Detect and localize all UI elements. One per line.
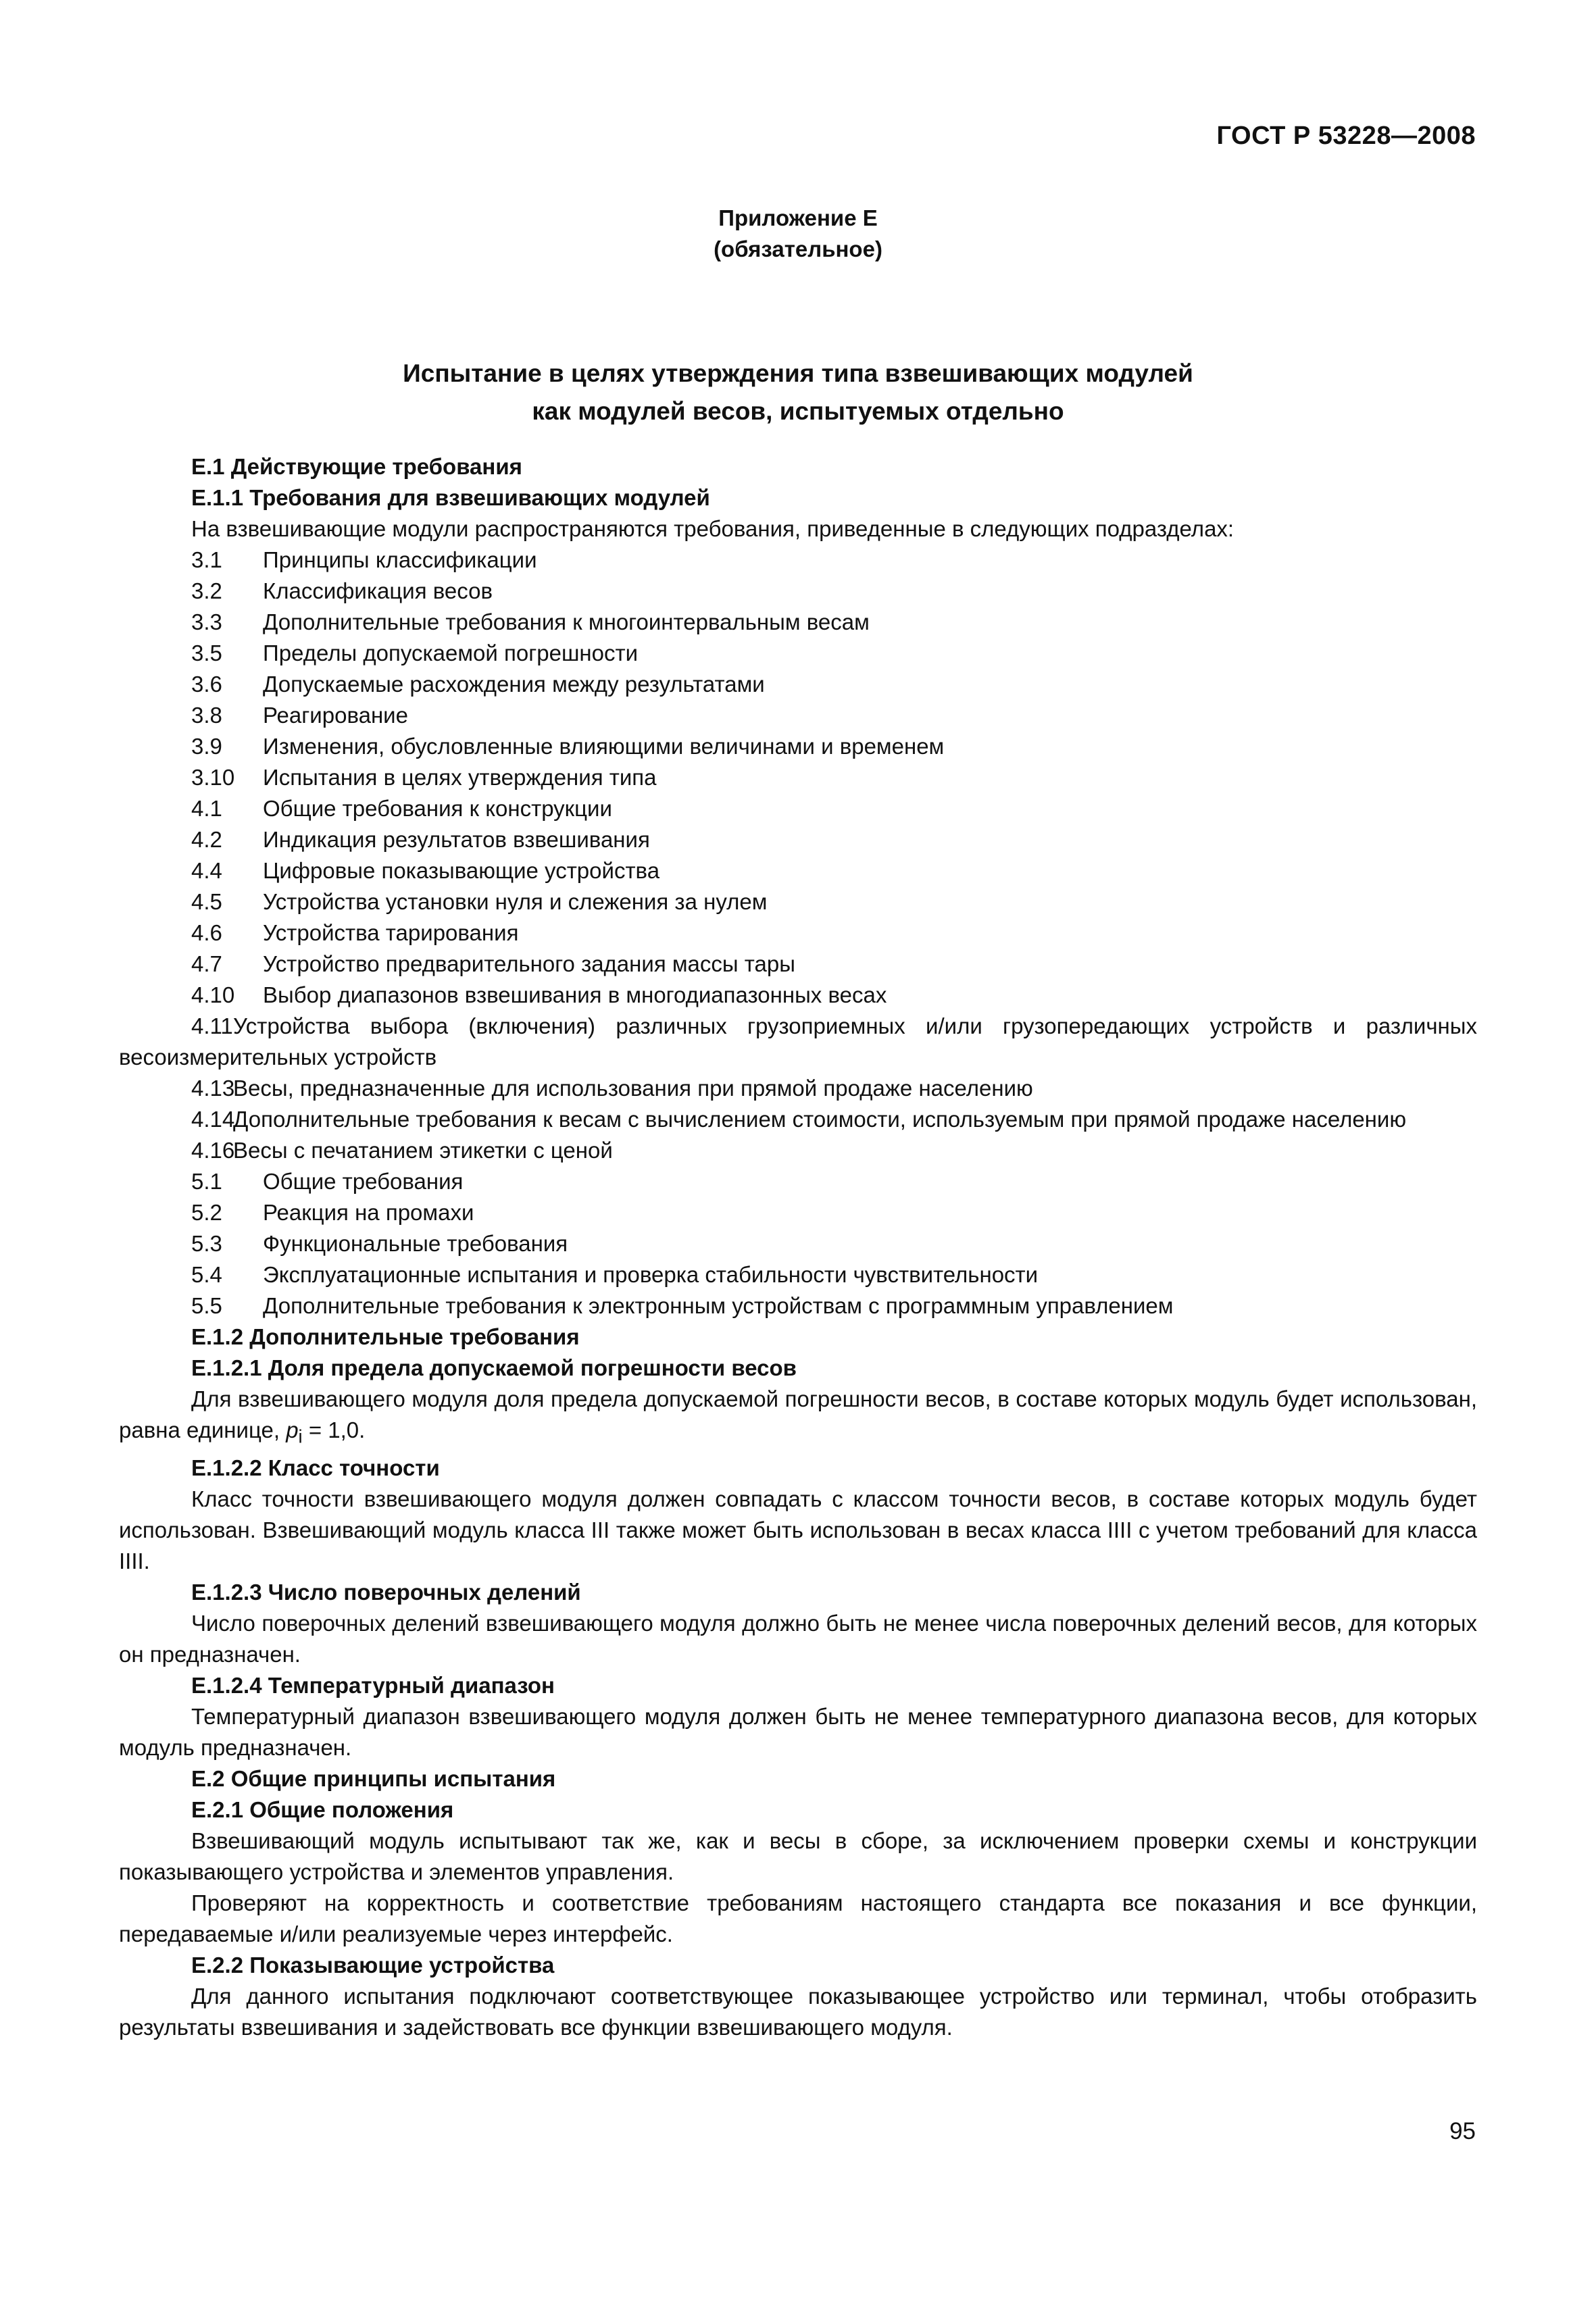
annex-title-line-1: Испытание в целях утверждения типа взвешивающих модулей [403,359,1193,387]
section-heading-e2-1: Е.2.1 Общие положения [191,1796,454,1822]
section-heading-e1-1: Е.1.1 Требования для взвешивающих модулей [191,485,710,510]
section-e1-1-intro: На взвешивающие модули распространяются требования, приведенные в следующих подразделах: [191,516,1235,541]
list-item-number: 4.14 [191,1107,235,1132]
list-item-number: 4.7 [191,951,222,976]
section-e2-1-paragraph-1: Взвешивающий модуль испытывают так же, как и весы в сборе, за исключением проверки схемы и конструкции показывающего устройства и элементов управления. [119,1828,1477,1884]
list-item-text: Весы с печатанием этикетки с ценой [233,1138,613,1163]
list-item-number: 3.3 [191,609,222,634]
page-number: 95 [1449,2118,1476,2144]
list-item-text: Изменения, обусловленные влияющими величинами и временем [263,734,945,759]
annex-title [0,355,1596,430]
list-item-number: 3.5 [191,640,222,665]
list-item-text: Выбор диапазонов взвешивания в многодиапазонных весах [263,982,887,1007]
list-item-text: Индикация результатов взвешивания [263,827,650,852]
list-item-text: Устройства выбора (включения) различных грузоприемных и/или грузопередающих устройств и различных весоизмерительных устройств [119,1013,1477,1070]
list-item [119,731,1477,762]
list-item [119,669,1477,700]
list-item-number: 4.4 [191,858,222,883]
document-code: ГОСТ Р 53228—2008 [1216,122,1476,150]
list-item-number: 4.13 [191,1076,235,1101]
list-item-text: Классификация весов [263,578,493,603]
list-item-text: Испытания в целях утверждения типа [263,765,657,790]
list-item-text: Эксплуатационные испытания и проверка стабильности чувствительности [263,1262,1039,1287]
list-item-number: 5.4 [191,1262,222,1287]
list-item [119,576,1477,607]
section-heading-e1-2-4: Е.1.2.4 Температурный диапазон [191,1672,555,1698]
list-item-number: 3.10 [191,765,235,790]
list-item-text: Функциональные требования [263,1231,568,1256]
list-item [119,762,1477,793]
section-e1-2-1-text-after: = 1,0. [302,1417,366,1442]
list-item-number: 5.3 [191,1231,222,1256]
list-item-number: 4.5 [191,889,222,914]
annex-status: (обязательное) [714,236,882,261]
list-item-number: 4.2 [191,827,222,852]
section-e1-2-3-text: Число поверочных делений взвешивающего модуля должно быть не менее числа поверочных делений весов, для которых он предназначен. [119,1610,1477,1667]
list-item [119,638,1477,669]
list-item [119,793,1477,824]
list-item-number: 3.8 [191,703,222,728]
list-item-number: 5.2 [191,1200,222,1225]
section-e1-2-1-text [119,1384,1477,1453]
list-item-text: Устройства установки нуля и слежения за нулем [263,889,768,914]
list-item-number: 4.16 [191,1138,235,1163]
list-item-text: Реагирование [263,703,408,728]
list-item-text: Весы, предназначенные для использования при прямой продаже населению [233,1076,1033,1101]
list-item [119,1197,1477,1228]
section-heading-e1-2-1: Е.1.2.1 Доля предела допускаемой погрешности весов [191,1355,797,1380]
subsection-list [119,545,1477,1322]
list-item-text: Общие требования к конструкции [263,796,612,821]
list-item-number: 4.11 [191,1013,233,1038]
list-item-number: 4.6 [191,920,222,945]
list-item [119,700,1477,731]
section-e1-2-4-text: Температурный диапазон взвешивающего модуля должен быть не менее температурного диапазона весов, для которых модуль предназначен. [119,1703,1477,1760]
list-item [119,917,1477,949]
list-item-number: 5.5 [191,1293,222,1318]
section-heading-e1-2-3: Е.1.2.3 Число поверочных делений [191,1579,581,1605]
list-item [119,1135,1477,1166]
list-item [119,886,1477,917]
section-e2-1-paragraph-2: Проверяют на корректность и соответствие требованиям настоящего стандарта все показания и все функции, передаваемые и/или реализуемые через интерфейс. [119,1890,1477,1946]
list-item-number: 4.10 [191,982,235,1007]
list-item [119,1104,1477,1135]
section-heading-e2-2: Е.2.2 Показывающие устройства [191,1952,555,1978]
list-item [119,1166,1477,1197]
list-item [119,855,1477,886]
formula-subscript: i [298,1426,303,1447]
list-item-text: Устройства тарирования [263,920,519,945]
annex-heading [0,203,1596,265]
list-item-text: Общие требования [263,1169,464,1194]
annex-label: Приложение Е [718,205,878,230]
list-item [119,1290,1477,1322]
document-body [119,451,1477,2043]
list-item-number: 3.2 [191,578,222,603]
section-heading-e1-2: Е.1.2 Дополнительные требования [191,1324,580,1349]
list-item-number: 4.1 [191,796,222,821]
list-item [119,607,1477,638]
list-item-text: Принципы классификации [263,547,537,572]
list-item-text: Реакция на промахи [263,1200,474,1225]
section-heading-e1: Е.1 Действующие требования [191,454,522,479]
list-item [119,545,1477,576]
section-e2-2-text: Для данного испытания подключают соответствующее показывающее устройство или терминал, чтобы отобразить результаты взвешивания и задействовать все функции взвешивающего модуля. [119,1983,1477,2040]
list-item [119,1259,1477,1290]
section-heading-e2: Е.2 Общие принципы испытания [191,1765,556,1791]
list-item-text: Допускаемые расхождения между результатами [263,672,765,697]
list-item [119,1073,1477,1104]
section-e1-2-1-text-before: Для взвешивающего модуля доля предела допускаемой погрешности весов, в составе которых модуль будет использован, равна единице, [119,1386,1477,1442]
list-item [119,980,1477,1011]
list-item-text: Дополнительные требования к многоинтервальным весам [263,609,870,634]
list-item-text: Устройство предварительного задания массы тары [263,951,795,976]
annex-title-line-2: как модулей весов, испытуемых отдельно [532,397,1064,425]
list-item-text: Дополнительные требования к весам с вычислением стоимости, используемым при прямой продаже населению [233,1107,1407,1132]
list-item-text: Цифровые показывающие устройства [263,858,660,883]
list-item-number: 3.9 [191,734,222,759]
section-e1-2-2-text: Класс точности взвешивающего модуля должен совпадать с классом точности весов, в составе которых модуль будет использован. Взвешивающий модуль класса III также может быть использован в весах класса IIII с учетом требований для класса IIII. [119,1486,1477,1574]
list-item-text: Пределы допускаемой погрешности [263,640,639,665]
list-item [119,1011,1477,1073]
formula-symbol: p [286,1417,299,1442]
list-item [119,949,1477,980]
list-item [119,824,1477,855]
list-item-number: 3.1 [191,547,222,572]
list-item-number: 3.6 [191,672,222,697]
list-item [119,1228,1477,1259]
list-item-number: 5.1 [191,1169,222,1194]
list-item-text: Дополнительные требования к электронным устройствам с программным управлением [263,1293,1174,1318]
section-heading-e1-2-2: Е.1.2.2 Класс точности [191,1455,440,1480]
